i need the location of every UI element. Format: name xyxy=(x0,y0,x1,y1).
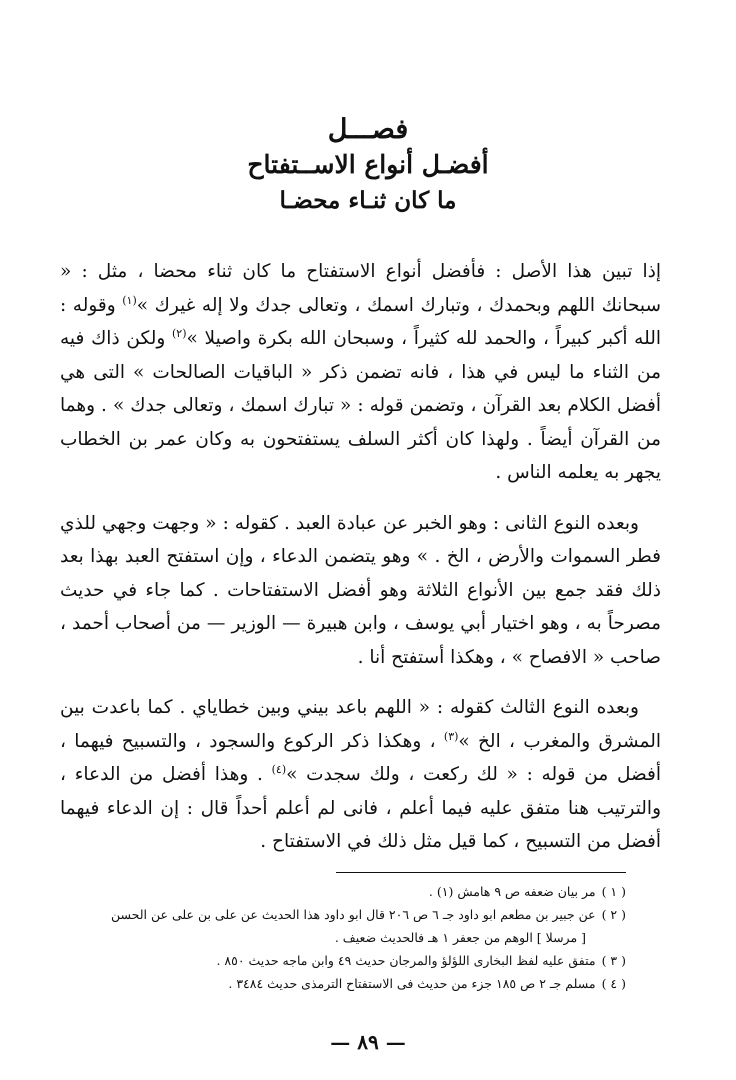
footnote-ref-1: (١) xyxy=(122,293,137,307)
paragraph-1-part-b: وقوله : الله أكبر كبيراً ، والحمد لله كثيراً ، وسبحان الله بكرة واصيلا » xyxy=(60,294,661,349)
footnote-text: [ مرسلا ] الوهم من جعفر ١ هـ فالحديث ضعيف . xyxy=(334,930,586,945)
footnote-text: مسلم جـ ٢ ص ١٨٥ جزء من حديث فى الاستفتاح الترمذى حديث ٣٤٨٤ . xyxy=(228,976,596,991)
footnote-ref-2: (٢) xyxy=(172,326,187,340)
section-title: فصـــل xyxy=(327,114,409,145)
paragraph-2 xyxy=(60,507,661,675)
paragraph-3-part-b: ، وهكذا ذكر الركوع والسجود ، والتسبيح فيهما ، أفضل من قوله : « لك ركعت ، ولك سجدت » xyxy=(60,730,661,785)
footnote-text: متفق عليه لفظ البخارى اللؤلؤ والمرجان حديث ٤٩ وابن ماجه حديث ٨٥٠ . xyxy=(216,953,596,968)
paragraph-3-part-a: وبعده النوع الثالث كقوله : « اللهم باعد بيني وبين خطاياي . كما باعدت بين المشرق والمغرب ، الخ » xyxy=(60,697,661,752)
footnote-number: ( ٣ ) xyxy=(601,953,626,968)
footnote-ref-4: (٤) xyxy=(271,762,287,776)
footnote-item xyxy=(60,949,626,972)
footnote-number: ( ٤ ) xyxy=(601,976,626,991)
paragraph-1-part-c: ولكن ذاك فيه من الثناء ما ليس في هذا ، فانه تضمن ذكر « الباقيات الصالحات » التى هي أفضل الكلام بعد القرآن ، وتضمن قوله : « تبارك اسمك ، وتعالى جدك » . وهما من القرآن أيضاً . ولهذا كان أكثر السلف يستفتحون به وكان عمر بن الخطاب يجهر به يعلمه الناس . xyxy=(60,328,661,483)
paragraph-3 xyxy=(60,691,661,859)
chapter-heading xyxy=(0,112,736,215)
footnotes xyxy=(60,880,626,995)
page-number: — ٨٩ — xyxy=(330,1030,406,1054)
body-text xyxy=(60,255,661,876)
footnote-divider xyxy=(336,872,626,873)
footnote-item xyxy=(60,880,626,903)
paragraph-1 xyxy=(60,255,661,490)
footnote-text: عن جبير بن مطعم ابو داود جـ ٦ ص ٢٠٦ قال ابو داود هذا الحديث عن على بن على عن الحسن xyxy=(111,907,596,922)
footnote-text: مر بيان ضعفه ص ٩ هامش (١) . xyxy=(428,884,596,899)
footnote-ref-3: (٣) xyxy=(443,729,459,743)
footnote-item xyxy=(60,972,626,995)
paragraph-3-part-c: . وهذا أفضل من الدعاء ، والترتيب هنا متفق عليه فيما أعلم ، فانى لم أعلم أحداً قال : إن الدعاء فيهما أفضل من التسبيح ، كما قيل مثل ذلك في الاستفتاح . xyxy=(60,764,661,852)
footnote-continuation xyxy=(60,926,626,949)
footnote-number: ( ٢ ) xyxy=(601,907,626,922)
footnote-number: ( ١ ) xyxy=(601,884,626,899)
footnote-item xyxy=(60,903,626,926)
section-subtitle-2: ما كان ثنـاء محضـا xyxy=(279,186,457,214)
paragraph-1-part-a: إذا تبين هذا الأصل : فأفضل أنواع الاستفتاح ما كان ثناء محضا ، مثل : « سبحانك اللهم وبحمدك ، وتبارك اسمك ، وتعالى جدك ولا إله غيرك » xyxy=(60,261,661,316)
section-subtitle: أفضـل أنواع الاســتفتاح xyxy=(247,150,489,180)
paragraph-2-text: وبعده النوع الثانى : وهو الخبر عن عبادة العبد . كقوله : « وجهت وجهي للذي فطر السموات والأرض ، الخ . » وهو يتضمن الدعاء ، وإن استفتح العبد بهذا بعد ذلك فقد جمع بين الأنواع الثلاثة وهو أفضل الاستفتاحات . كما جاء في حديث مصرحاً به ، وهو اختيار أبي يوسف ، وابن هبيرة — الوزير — من أصحاب أحمد ، صاحب « الافصاح » ، وهكذا أستفتح أنا . xyxy=(60,512,661,668)
